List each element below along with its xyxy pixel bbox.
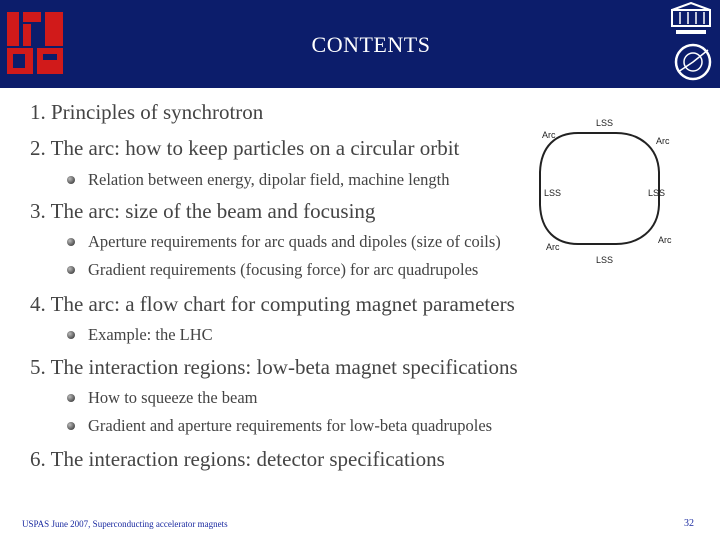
ring-layout-diagram — [520, 110, 688, 270]
bullet-icon — [67, 331, 75, 339]
diagram-label-arc-bottom-left: Arc — [546, 242, 560, 252]
outline-subitem — [88, 170, 450, 190]
outline-item-6: 6. The interaction regions: detector specifications — [30, 447, 445, 471]
outline-item-1: 1. Principles of synchrotron — [30, 100, 264, 124]
outline-subitem — [88, 260, 478, 280]
diagram-label-lss-left: LSS — [544, 188, 562, 198]
outline-subitem — [88, 388, 258, 408]
outline-item-3: 3. The arc: size of the beam and focusing — [30, 199, 376, 223]
outline-subitem-label: Example: the LHC — [88, 325, 213, 344]
outline-subitem-label: Gradient requirements (focusing force) for arc quadrupoles — [88, 260, 479, 279]
cern-building-icon — [668, 2, 714, 38]
diagram-label-lss-right: LSS — [648, 188, 666, 198]
outline-item-4: 4. The arc: a flow chart for computing magnet parameters — [30, 292, 515, 316]
outline-subitem-label: Relation between energy, dipolar field, machine length — [88, 170, 450, 189]
diagram-label-arc-bottom-right: Arc — [658, 235, 672, 245]
outline-subitem-label: How to squeeze the beam — [88, 388, 258, 407]
diagram-label-arc-top-right: Arc — [656, 136, 670, 146]
bullet-icon — [67, 394, 75, 402]
outline-subitem-label: Gradient and aperture requirements for low-beta quadrupoles — [88, 416, 493, 435]
outline-subitem — [88, 416, 492, 436]
diagram-label-lss-bottom: LSS — [596, 255, 614, 265]
cern-ring-icon — [672, 42, 714, 82]
outline-subitem — [88, 232, 501, 252]
bullet-icon — [67, 238, 75, 246]
slide-header — [0, 0, 720, 88]
page-number: 32 — [684, 518, 694, 529]
bullet-icon — [67, 422, 75, 430]
bullet-icon — [67, 176, 75, 184]
diagram-label-lss-top: LSS — [596, 118, 614, 128]
diagram-label-arc-top-left: Arc — [542, 130, 556, 140]
outline-item-5: 5. The interaction regions: low-beta magnet specifications — [30, 355, 518, 379]
slide-footer: USPAS June 2007, Superconducting accelerator magnets — [22, 519, 228, 529]
bullet-icon — [67, 266, 75, 274]
outline-item-2: 2. The arc: how to keep particles on a circular orbit — [30, 136, 460, 160]
outline-subitem — [88, 325, 213, 345]
outline-subitem-label: Aperture requirements for arc quads and dipoles (size of coils) — [88, 232, 501, 251]
slide-title: CONTENTS — [311, 32, 431, 57]
